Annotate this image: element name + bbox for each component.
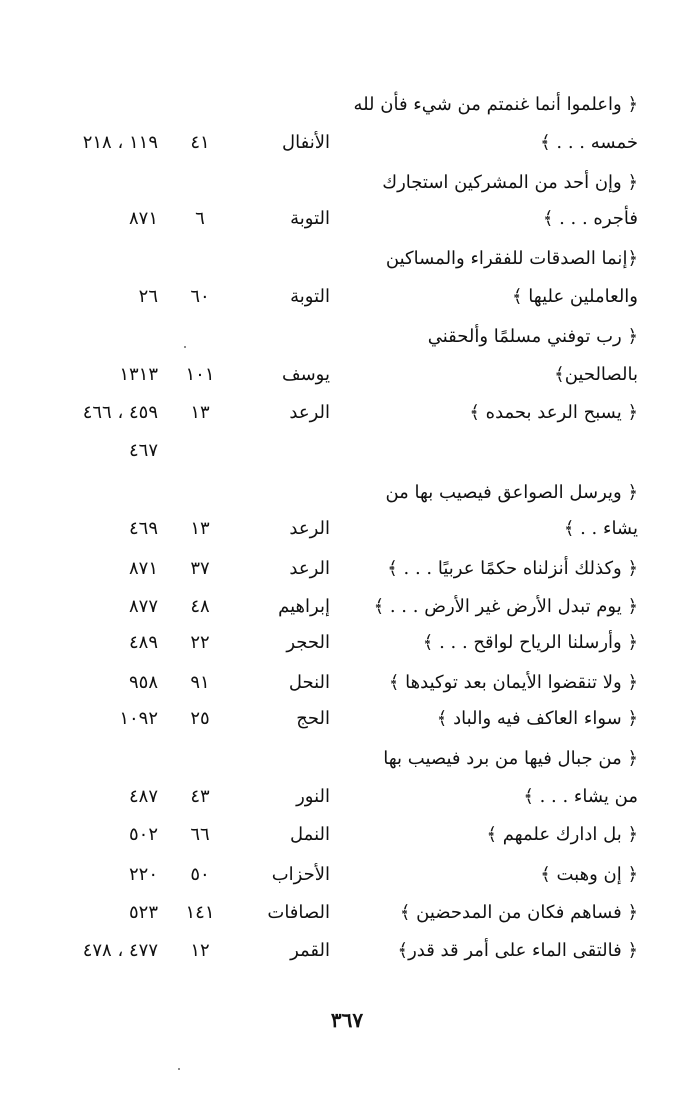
verse-number: ١٠١	[185, 364, 215, 385]
verse-number: ١٣	[190, 518, 210, 539]
verse-text: من يشاء . . . ﴾	[523, 786, 638, 807]
verse-text: ﴿ فساهم فكان من المدحضين ﴾	[399, 902, 638, 923]
surah-name: النحل	[288, 672, 330, 693]
verse-number	[170, 164, 230, 202]
verse-number: ١٤١	[185, 902, 215, 923]
table-row	[0, 394, 694, 432]
table-row	[0, 664, 694, 702]
verse-text: ﴿ يسبح الرعد بحمده ﴾	[469, 402, 638, 423]
verse-text: ﴿ واعلموا أنما غنمتم من شيء فأن لله	[353, 94, 638, 115]
table-row	[0, 700, 694, 738]
surah-name: الصافات	[267, 902, 330, 923]
verse-text: والعاملين عليها ﴾	[512, 286, 638, 307]
surah-name	[240, 164, 330, 202]
page-references: ١٣١٣	[119, 364, 158, 385]
verse-number	[170, 240, 230, 278]
page-references: ٤٦٩	[128, 518, 158, 539]
verse-number: ٤٨	[190, 596, 210, 617]
table-row	[0, 86, 694, 124]
surah-name: الرعد	[289, 558, 330, 579]
surah-name	[240, 86, 330, 124]
surah-name: التوبة	[290, 286, 330, 307]
page-references	[28, 86, 158, 124]
verse-number: ٩١	[190, 672, 210, 693]
surah-name: الرعد	[289, 518, 330, 539]
surah-name: النور	[296, 786, 330, 807]
verse-number: ٢٥	[190, 708, 210, 729]
surah-name: القمر	[290, 940, 330, 961]
surah-name: الأحزاب	[271, 864, 330, 885]
table-row	[0, 624, 694, 662]
page-references: ١١٩ ، ٢١٨	[82, 132, 158, 153]
surah-name	[240, 318, 330, 356]
surah-name	[240, 740, 330, 778]
page-references: ٩٥٨	[128, 672, 158, 693]
verse-text: خمسه . . . ﴾	[540, 132, 638, 153]
verse-number	[170, 474, 230, 512]
page-references: ٤٨٩	[128, 632, 158, 653]
table-row	[0, 356, 694, 394]
table-row	[0, 778, 694, 816]
verse-number	[170, 318, 230, 356]
verse-text: ﴿ يوم تبدل الأرض غير الأرض . . . ﴾	[373, 596, 638, 617]
verse-text: ﴿ وإن أحد من المشركين استجارك	[382, 172, 638, 193]
page-references: ٤٧٧ ، ٤٧٨	[82, 940, 158, 961]
verse-text: ﴿ فالتقى الماء على أمر قد قدر﴾	[397, 940, 638, 961]
verse-text: يشاء . . ﴾	[563, 518, 638, 539]
page-references: ٨٧١	[128, 558, 158, 579]
verse-text: بالصالحين﴾	[554, 364, 638, 385]
verse-number: ٤١	[190, 132, 210, 153]
surah-name: إبراهيم	[278, 596, 330, 617]
surah-name: الحج	[296, 708, 330, 729]
verse-text: فأجره . . . ﴾	[542, 208, 638, 229]
page-references: ٤٨٧	[128, 786, 158, 807]
page-references: ١٠٩٢	[119, 708, 158, 729]
table-row	[0, 278, 694, 316]
verse-text: ﴿ وكذلك أنزلناه حكمًا عربيًا . . . ﴾	[387, 558, 638, 579]
verse-number: ٤٣	[190, 786, 210, 807]
page-references	[28, 318, 158, 356]
surah-name: يوسف	[281, 364, 330, 385]
verse-text: ﴿ سواء العاكف فيه والباد ﴾	[436, 708, 638, 729]
page-references: ٥٢٣	[128, 902, 158, 923]
verse-text: ﴿ ويرسل الصواعق فيصيب بها من	[385, 482, 638, 503]
verse-number: ٦٠	[190, 286, 210, 307]
verse-number: ٥٠	[190, 864, 210, 885]
table-row	[0, 432, 694, 470]
table-row	[0, 588, 694, 626]
verse-number	[170, 740, 230, 778]
surah-name: الأنفال	[282, 132, 330, 153]
surah-name	[240, 240, 330, 278]
page-references: ٥٠٢	[128, 824, 158, 845]
page-references: ٨٧٧	[128, 596, 158, 617]
page-references	[28, 474, 158, 512]
table-row	[0, 740, 694, 778]
table-row	[0, 932, 694, 970]
verse-number: ٦٦	[190, 824, 210, 845]
verse-number: ٦	[195, 208, 205, 229]
table-row	[0, 200, 694, 238]
table-row	[0, 124, 694, 162]
verse-text: ﴿ إن وهبت ﴾	[540, 864, 638, 885]
page-references	[28, 740, 158, 778]
table-row	[0, 318, 694, 356]
table-row	[0, 240, 694, 278]
verse-number: ٢٢	[190, 632, 210, 653]
verse-text: ﴿ من جبال فيها من برد فيصيب بها	[383, 748, 638, 769]
verse-text: ﴿ رب توفني مسلمًا وألحقني	[427, 326, 638, 347]
page-references	[28, 240, 158, 278]
page-references: ٨٧١	[128, 208, 158, 229]
surah-name: النمل	[290, 824, 330, 845]
table-row	[0, 164, 694, 202]
verse-number: ٣٧	[190, 558, 210, 579]
print-speck	[178, 1068, 180, 1070]
table-row	[0, 474, 694, 512]
verse-text: ﴿ ولا تنقضوا الأيمان بعد توكيدها ﴾	[388, 672, 638, 693]
verse-number: ١٢	[190, 940, 210, 961]
page-references	[28, 164, 158, 202]
verse-number	[170, 86, 230, 124]
page-references: ٢٢٠	[128, 864, 158, 885]
table-row	[0, 856, 694, 894]
verse-number	[170, 432, 230, 470]
table-row	[0, 510, 694, 548]
page-references: ٤٥٩ ، ٤٦٦	[82, 402, 158, 423]
verse-text: ﴿ بل ادارك علمهم ﴾	[486, 824, 638, 845]
page-references: ٢٦	[138, 286, 158, 307]
surah-name: الحجر	[286, 632, 330, 653]
table-row	[0, 894, 694, 932]
print-speck	[184, 346, 186, 348]
verse-text: ﴿ وأرسلنا الرياح لواقح . . . ﴾	[422, 632, 638, 653]
surah-name	[240, 474, 330, 512]
verse-number: ١٣	[190, 402, 210, 423]
surah-name: الرعد	[289, 402, 330, 423]
verse-text: ﴿إنما الصدقات للفقراء والمساكين	[385, 248, 638, 269]
table-row	[0, 816, 694, 854]
page-number: ٣٦٧	[330, 1008, 364, 1032]
surah-name	[240, 432, 330, 470]
table-row	[0, 550, 694, 588]
page-references: ٤٦٧	[128, 440, 158, 461]
surah-name: التوبة	[290, 208, 330, 229]
